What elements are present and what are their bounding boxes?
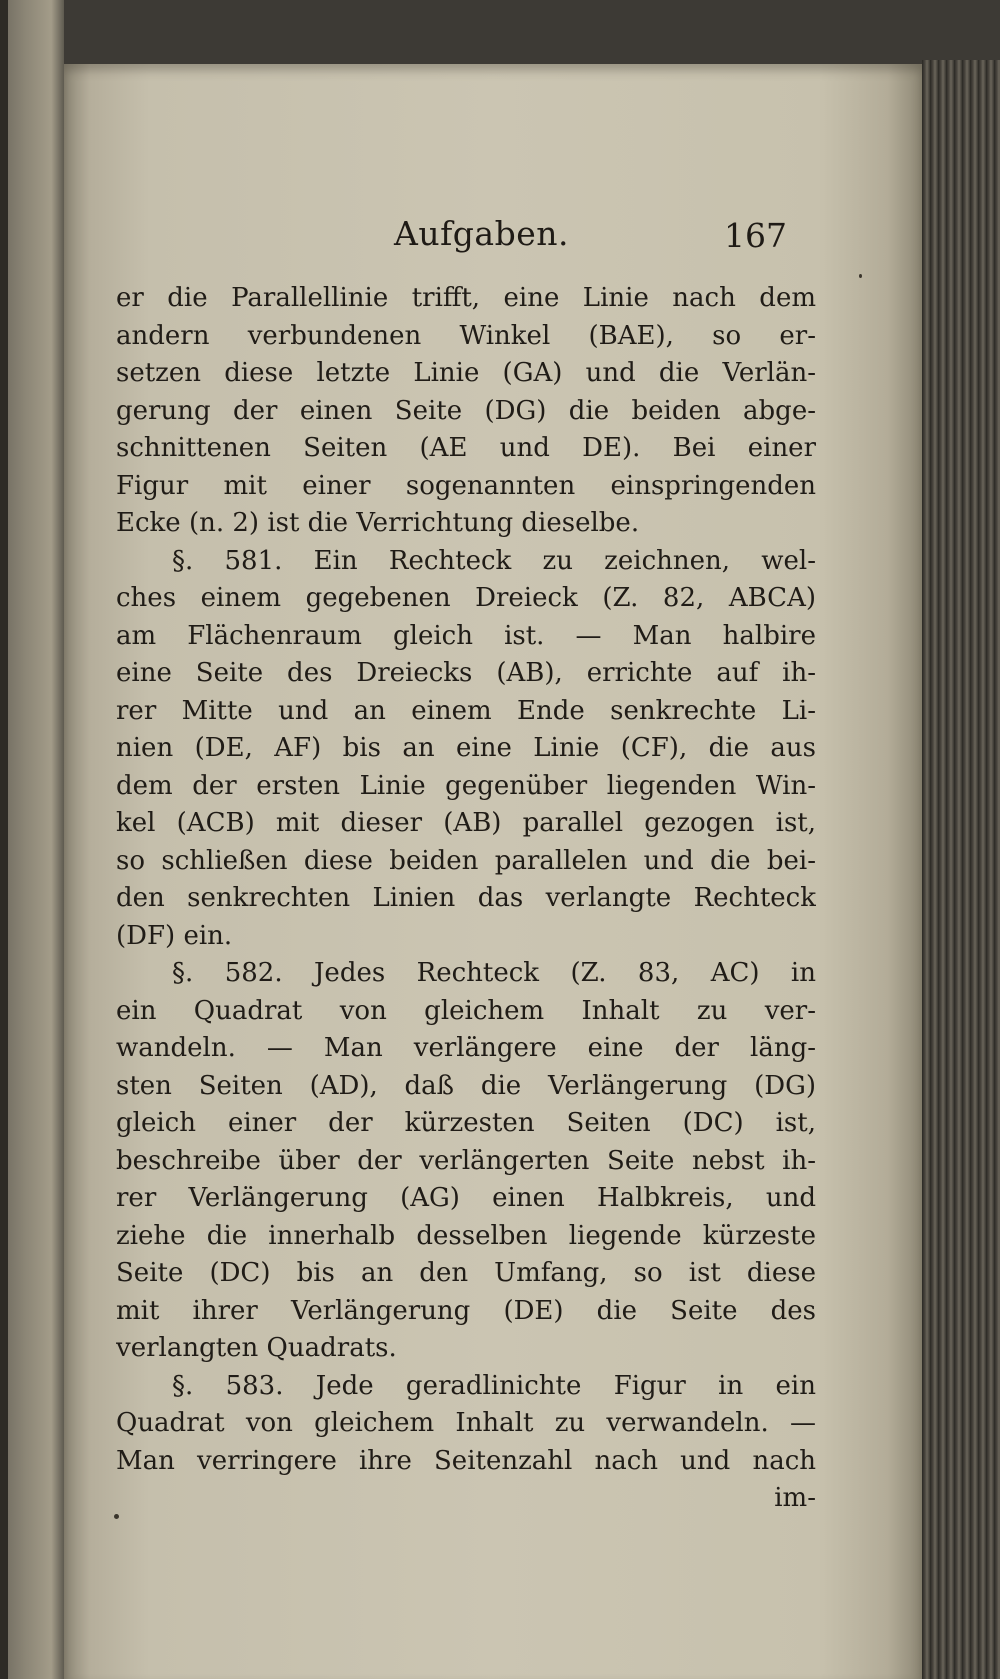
facing-page-edge: [0, 0, 64, 1679]
text-line: rer Mitte und an einem Ende senkrechte Li-: [116, 695, 816, 726]
text-line: gleich einer der kürzesten Seiten (DC) ist,: [116, 1108, 816, 1138]
text-line: Quadrat von gleichem Inhalt zu verwandeln. —: [116, 1408, 816, 1438]
binding-shadow: [0, 0, 8, 1679]
page-fore-edge: [922, 60, 1000, 1679]
text-line: so schließen diese beiden parallelen und die bei-: [116, 845, 816, 876]
text-line: eine Seite des Dreiecks (AB), errichte auf ih-: [116, 658, 816, 688]
text-line: beschreibe über der verlängerten Seite nebst ih-: [116, 1145, 816, 1176]
text-line: sten Seiten (AD), daß die Verlängerung (DG): [116, 1070, 816, 1101]
text-line: andern verbundenen Winkel (BAE), so er-: [116, 320, 816, 351]
text-line: dem der ersten Linie gegenüber liegenden Win-: [116, 770, 816, 801]
ink-speck: [114, 1514, 119, 1519]
book-page: [64, 64, 922, 1679]
text-line: mit ihrer Verlängerung (DE) die Seite des: [116, 1295, 816, 1326]
section-heading-582: §. 582. Jedes Rechteck (Z. 83, AC) in: [172, 958, 816, 988]
text-line: Seite (DC) bis an den Umfang, so ist diese: [116, 1258, 816, 1288]
ink-speck: [859, 274, 862, 278]
section-heading-583: §. 583. Jede geradlinichte Figur in ein: [172, 1370, 816, 1401]
text-line: ein Quadrat von gleichem Inhalt zu ver-: [116, 995, 816, 1026]
text-line: wandeln. — Man verlängere eine der läng-: [116, 1033, 816, 1063]
text-line: Man verringere ihre Seitenzahl nach und nach: [116, 1445, 816, 1476]
text-line: am Flächenraum gleich ist. — Man halbire: [116, 620, 816, 651]
text-line: rer Verlängerung (AG) einen Halbkreis, und: [116, 1183, 816, 1213]
text-line: Ecke (n. 2) ist die Verrichtung dieselbe.: [116, 508, 640, 538]
text-line: nien (DE, AF) bis an eine Linie (CF), die aus: [116, 733, 816, 763]
text-line: er die Parallellinie trifft, eine Linie nach dem: [116, 283, 816, 313]
text-line: ches einem gegebenen Dreieck (Z. 82, ABCA): [116, 583, 816, 613]
text-line: verlangten Quadrats.: [116, 1333, 397, 1363]
text-line: setzen diese letzte Linie (GA) und die Verlän-: [116, 358, 816, 388]
page-number: 167: [724, 216, 787, 255]
page-header: [64, 214, 922, 264]
catchword: im-: [774, 1483, 816, 1513]
body-text: [116, 280, 816, 1518]
text-line: Figur mit einer sogenannten einspringenden: [116, 470, 816, 501]
section-heading-581: §. 581. Ein Rechteck zu zeichnen, wel-: [172, 545, 816, 576]
text-line: schnittenen Seiten (AE und DE). Bei einer: [116, 433, 816, 463]
text-line: (DF) ein.: [116, 920, 233, 951]
text-line: ziehe die innerhalb desselben liegende kürzeste: [116, 1220, 816, 1251]
running-title: Aufgaben.: [394, 214, 569, 253]
text-line: gerung der einen Seite (DG) die beiden abge-: [116, 395, 816, 426]
text-line: den senkrechten Linien das verlangte Rechteck: [116, 883, 816, 913]
text-line: kel (ACB) mit dieser (AB) parallel gezogen ist,: [116, 808, 816, 838]
